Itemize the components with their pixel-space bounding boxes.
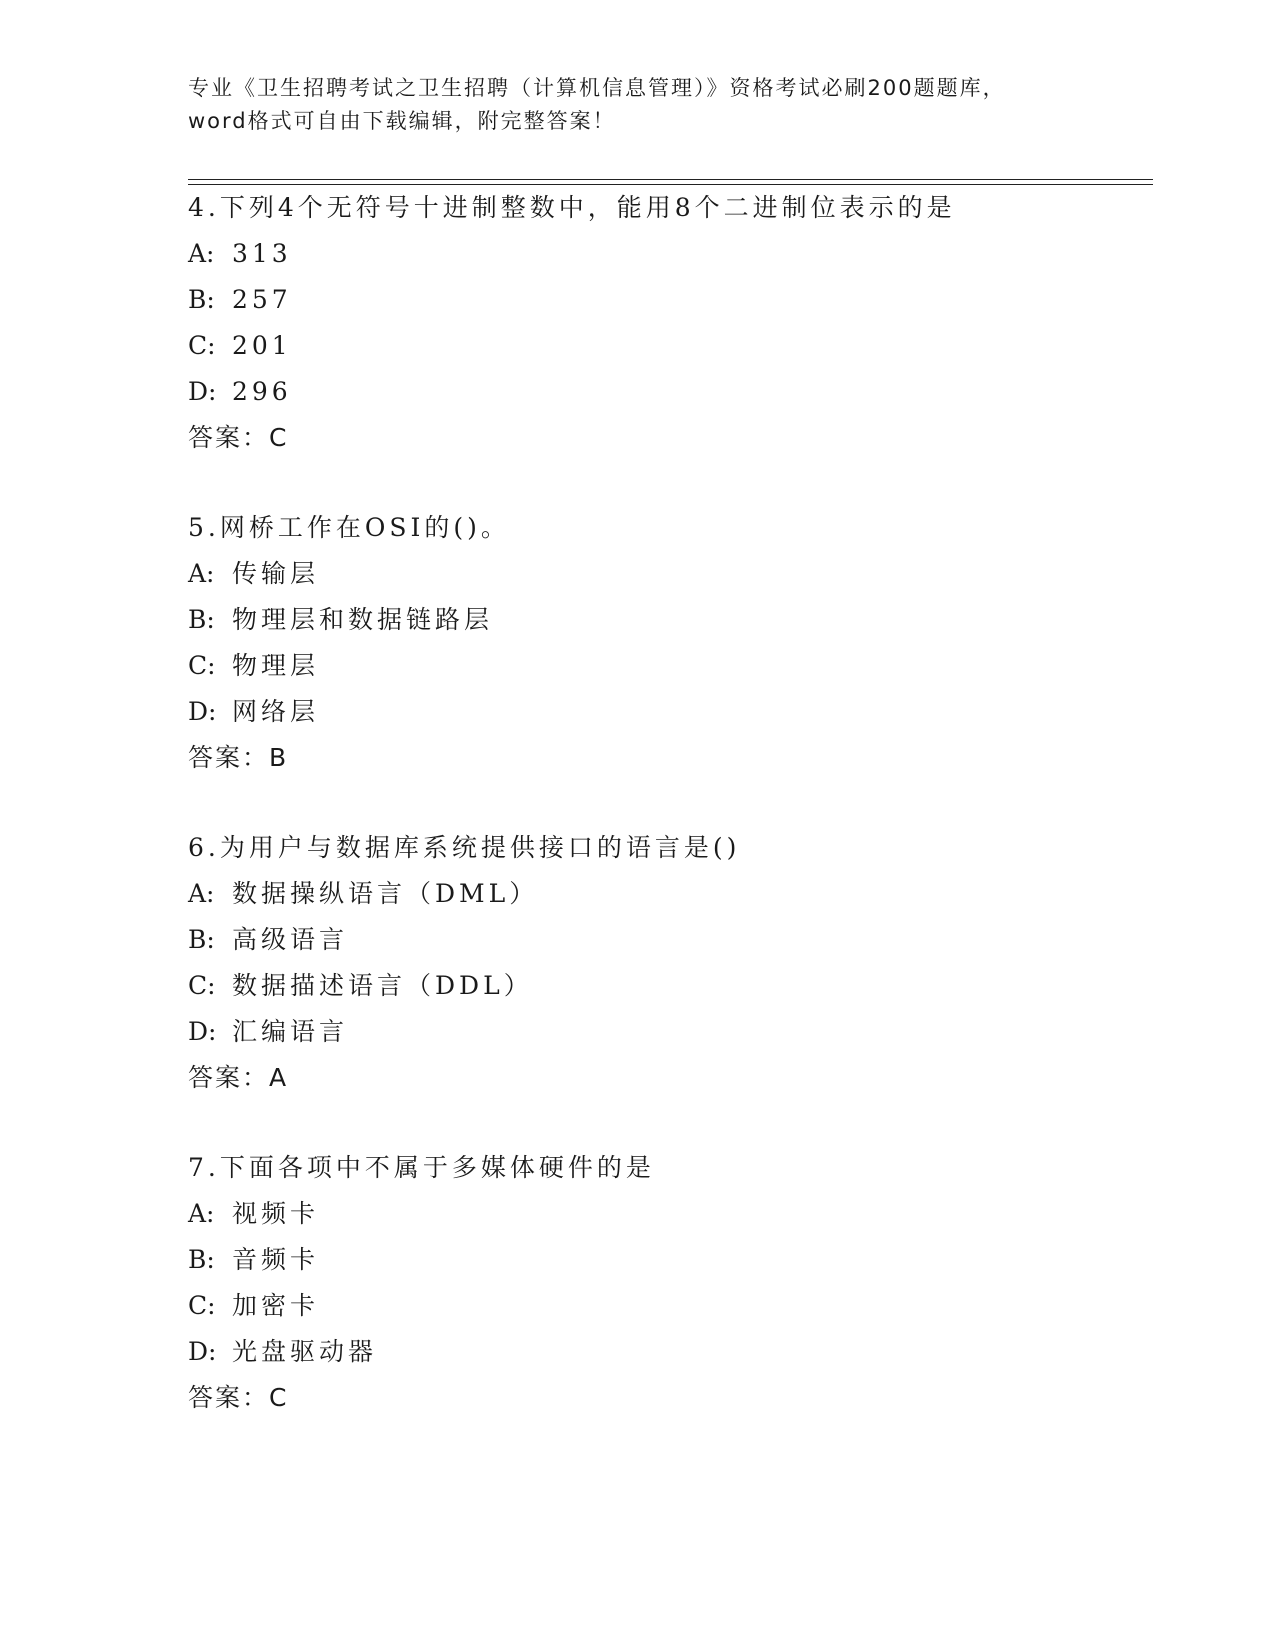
option-letter: C: [188,331,216,360]
option-text: 201 [232,331,292,360]
option-text: 313 [232,239,292,268]
option-text: 光盘驱动器 [232,1337,378,1366]
document-header [188,72,1088,138]
option-d [188,369,1148,415]
question-stem: 5.网桥工作在OSI的()。 [188,513,510,542]
option-letter: D: [188,697,217,726]
option-c [188,323,1148,369]
question-block [188,505,1148,781]
option-text: 网络层 [232,697,320,726]
option-text: 音频卡 [232,1245,320,1274]
option-letter: D: [188,377,217,406]
option-b [188,1237,1148,1283]
option-text: 296 [232,377,292,406]
option-a [188,1191,1148,1237]
answer-line: 答案：C [188,423,289,452]
question-block [188,1145,1148,1421]
answer-line: 答案：C [188,1383,289,1412]
question-block [188,185,1148,461]
option-letter: C: [188,971,216,1000]
option-text: 汇编语言 [232,1017,349,1046]
option-d [188,1329,1148,1375]
option-letter: A: [188,559,215,588]
option-text: 视频卡 [232,1199,320,1228]
option-text: 传输层 [232,559,320,588]
option-c [188,1283,1148,1329]
option-a [188,871,1148,917]
option-letter: A: [188,1199,215,1228]
option-b [188,917,1148,963]
option-letter: C: [188,1291,216,1320]
option-letter: C: [188,651,216,680]
option-letter: A: [188,239,215,268]
option-letter: B: [188,285,215,314]
header-line-1: 专业《卫生招聘考试之卫生招聘（计算机信息管理）》资格考试必刷200题题库， [188,76,1006,100]
option-letter: B: [188,605,215,634]
option-c [188,643,1148,689]
option-a [188,551,1148,597]
header-divider-top [188,179,1153,180]
option-text: 数据操纵语言（DML） [232,879,539,908]
option-text: 高级语言 [232,925,349,954]
option-letter: A: [188,879,215,908]
option-letter: D: [188,1337,217,1366]
answer-line: 答案：B [188,743,289,772]
question-stem: 7.下面各项中不属于多媒体硬件的是 [188,1153,655,1182]
option-b [188,277,1148,323]
option-letter: D: [188,1017,217,1046]
option-text: 物理层和数据链路层 [232,605,494,634]
option-text: 数据描述语言（DDL） [232,971,533,1000]
option-text: 加密卡 [232,1291,320,1320]
option-text: 物理层 [232,651,320,680]
question-block [188,825,1148,1101]
answer-line: 答案：A [188,1063,289,1092]
option-letter: B: [188,1245,215,1274]
option-a [188,231,1148,277]
question-stem: 4.下列4个无符号十进制整数中，能用8个二进制位表示的是 [188,193,956,222]
header-line-2: word格式可自由下载编辑，附完整答案！ [188,109,616,133]
option-d [188,1009,1148,1055]
option-letter: B: [188,925,215,954]
option-text: 257 [232,285,292,314]
option-b [188,597,1148,643]
option-d [188,689,1148,735]
option-c [188,963,1148,1009]
question-stem: 6.为用户与数据库系统提供接口的语言是() [188,833,741,862]
